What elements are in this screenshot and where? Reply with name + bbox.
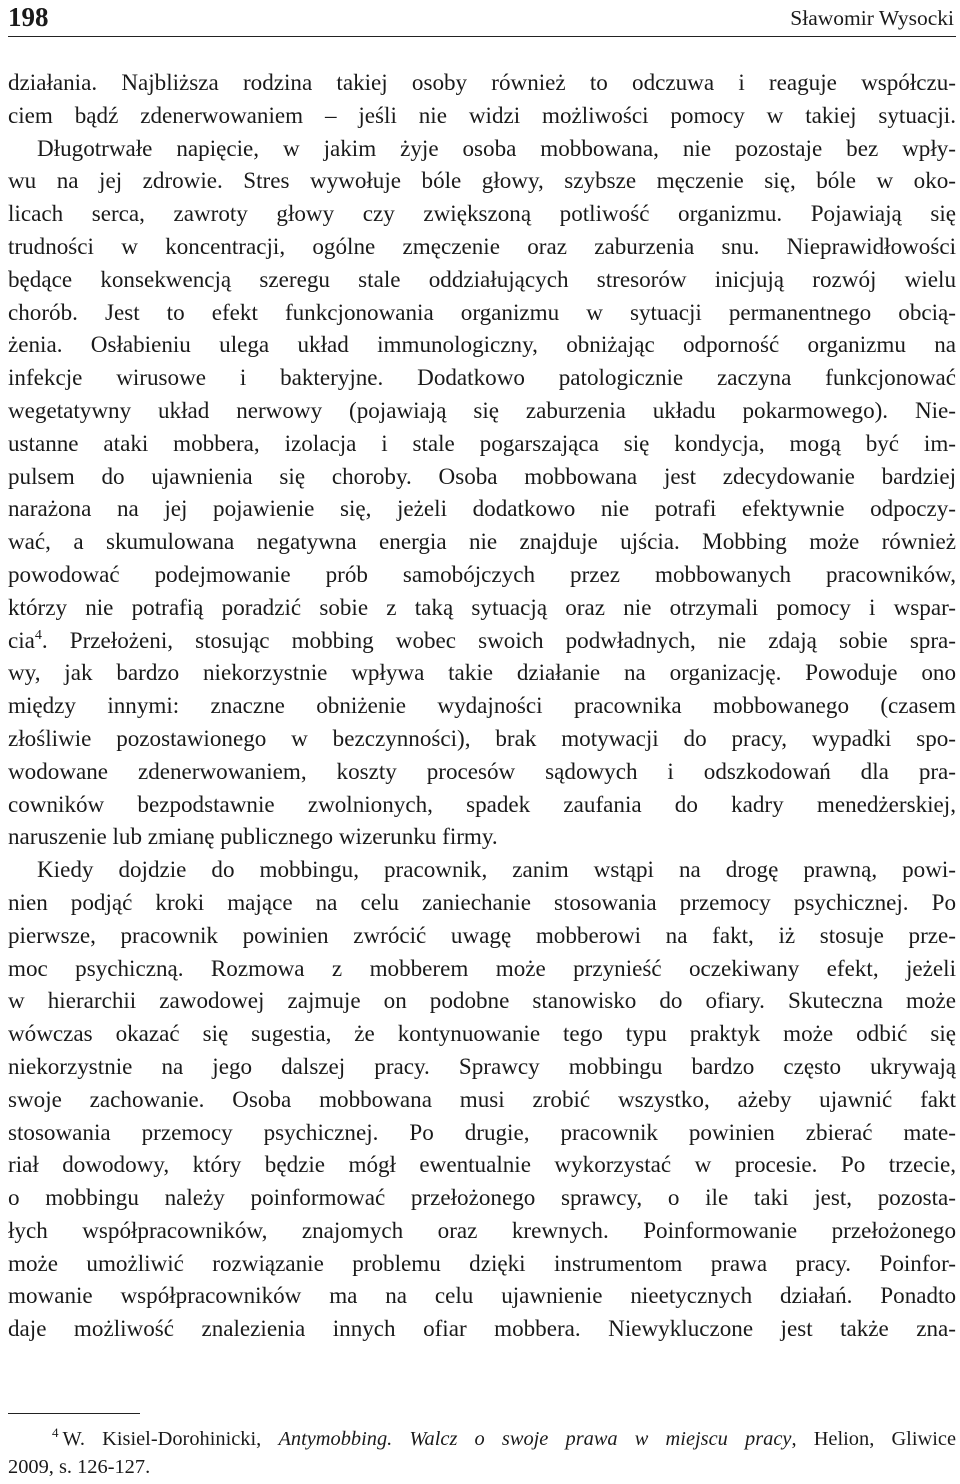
text-line: żenia. Osłabieniu ulega układ immunologiczny, obniżając odporność organizmu na	[8, 331, 956, 358]
running-head-author: Sławomir Wysocki	[790, 6, 954, 30]
text-line: wy, jak bardzo niekorzystnie wpływa takie działanie na organizację. Powoduje ono	[8, 659, 956, 686]
text-line: wodowane zdenerwowaniem, koszty procesów sądowych i odszkodowań dla pra-	[8, 757, 956, 784]
text-line: będące konsekwencją szeregu stale oddziałujących stresorów inicjują rozwój wielu	[8, 265, 956, 292]
footnote	[8, 1426, 956, 1481]
text-line: wać, a skumulowana negatywna energia nie znajduje ujścia. Mobbing może również	[8, 528, 956, 555]
footnote-line	[8, 1426, 956, 1454]
page-number: 198	[8, 2, 49, 32]
text-line: infekcje wirusowe i bakteryjne. Dodatkowo patologicznie zaczyna funkcjonować	[8, 364, 956, 391]
text-line: złośliwie pozostawionego w bezczynności), brak motywacji do pracy, wypadki spo-	[8, 724, 956, 751]
footnote-publisher: , Helion, Gliwice	[791, 1428, 956, 1450]
text-line: trudności w koncentracji, ogólne zmęczenie oraz zaburzenia snu. Nieprawidłowości	[8, 232, 956, 259]
text-line: Długotrwałe napięcie, w jakim żyje osoba mobbowana, nie pozostaje bez wpły-	[37, 134, 956, 161]
text-fragment: cia	[8, 626, 35, 653]
text-line: naruszenie lub zmianę publicznego wizerunku firmy.	[8, 823, 498, 850]
text-line: w hierarchii zawodowej zajmuje on podobne stanowisko do ofiary. Skuteczna może	[8, 987, 956, 1014]
text-line: między innymi: znaczne obniżenie wydajności pracownika mobbowanego (czasem	[8, 692, 956, 719]
text-line: Kiedy dojdzie do mobbingu, pracownik, zanim wstąpi na drogę prawną, powi-	[37, 856, 956, 883]
document-page	[8, 0, 956, 1484]
text-line: pierwsze, pracownik powinien zwrócić uwagę mobberowi na fakt, iż stosuje prze-	[8, 921, 956, 948]
text-line: daje możliwość znalezienia innych ofiar mobbera. Niewykluczone jest także zna-	[8, 1315, 956, 1342]
text-line: swoje zachowanie. Osoba mobbowana musi zrobić wszystko, ażeby ujawnić fakt	[8, 1085, 956, 1112]
text-line: działania. Najbliższa rodzina takiej osoby również to odczuwa i reaguje współczu-	[8, 69, 956, 95]
footnote-line: 2009, s. 126-127.	[8, 1455, 151, 1478]
text-line: o mobbingu należy poinformować przełożonego sprawcy, o ile taki jest, pozosta-	[8, 1184, 956, 1211]
text-line: łych współpracowników, znajomych oraz krewnych. Poinformowanie przełożonego	[8, 1216, 956, 1243]
text-line: wegetatywny układ nerwowy (pojawiają się zaburzenia układu pokarmowego). Nie-	[8, 396, 956, 423]
text-line: stosowania przemocy psychicznej. Po drugie, pracownik powinien zbierać mate-	[8, 1118, 956, 1145]
text-line: cowników bezpodstawnie zwolnionych, spadek zaufania do kadry menedżerskiej,	[8, 790, 956, 817]
body-text	[8, 66, 956, 1345]
text-line: narażona na jej pojawienie się, jeżeli dodatkowo nie potrafi efektywnie odpoczy-	[8, 495, 956, 522]
text-line: pulsem do ujawnienia się choroby. Osoba mobbowana jest zdecydowanie bardziej	[8, 462, 956, 489]
text-line: wówczas okazać się sugestia, że kontynuowanie tego typu praktyk może odbić się	[8, 1020, 956, 1047]
text-line: wu na jej zdrowie. Stres wywołuje bóle głowy, szybsze męczenie się, bóle w oko-	[8, 167, 956, 194]
text-line: ciem bądź zdenerwowaniem – jeśli nie widzi możliwości pomocy w takiej sytuacji.	[8, 101, 956, 128]
text-line: powodować podejmowanie prób samobójczych przez mobbowanych pracowników,	[8, 560, 956, 587]
text-line: licach serca, zawroty głowy czy zwiększoną potliwość organizmu. Pojawiają się	[8, 200, 956, 227]
running-header	[8, 0, 956, 37]
text-line: którzy nie potrafią poradzić sobie z taką sytuacją oraz nie otrzymali pomocy i wspar-	[8, 593, 956, 620]
text-line: mowanie współpracowników ma na celu ujawnienie nieetycznych działań. Ponadto	[8, 1282, 956, 1309]
text-line: niekorzystnie na jego dalszej pracy. Sprawcy mobbingu bardzo często ukrywają	[8, 1052, 956, 1079]
footnote-reference[interactable]: 4	[34, 627, 42, 643]
text-line-with-footnote-ref	[8, 624, 956, 657]
text-line: może umożliwić rozwiązanie problemu dzięki instrumentom prawa pracy. Poinfor-	[8, 1249, 956, 1276]
text-line: chorób. Jest to efekt funkcjonowania organizmu w sytuacji permanentnego obcią-	[8, 298, 956, 325]
text-line: moc psychiczną. Rozmowa z mobberem może przynieść oczekiwany efekt, jeżeli	[8, 954, 956, 981]
footnote-title: Antymobbing. Walcz o swoje prawa w miejscu pracy	[278, 1428, 792, 1450]
footnote-mark: 4	[52, 1426, 59, 1440]
text-line: nien podjąć kroki mające na celu zaniechanie stosowania przemocy psychicznej. Po	[8, 888, 956, 915]
text-line: riał dowodowy, który będzie mógł ewentualnie wykorzystać w procesie. Po trzecie,	[8, 1151, 956, 1178]
text-line: ustanne ataki mobbera, izolacja i stale pogarszająca się kondycja, mogą być im-	[8, 429, 956, 456]
footnote-author: W. Kisiel-Dorohinicki,	[62, 1428, 279, 1450]
text-fragment: . Przełożeni, stosując mobbing wobec swoich podwładnych, nie zdają sobie spra-	[41, 626, 956, 653]
footnote-separator	[8, 1413, 140, 1414]
